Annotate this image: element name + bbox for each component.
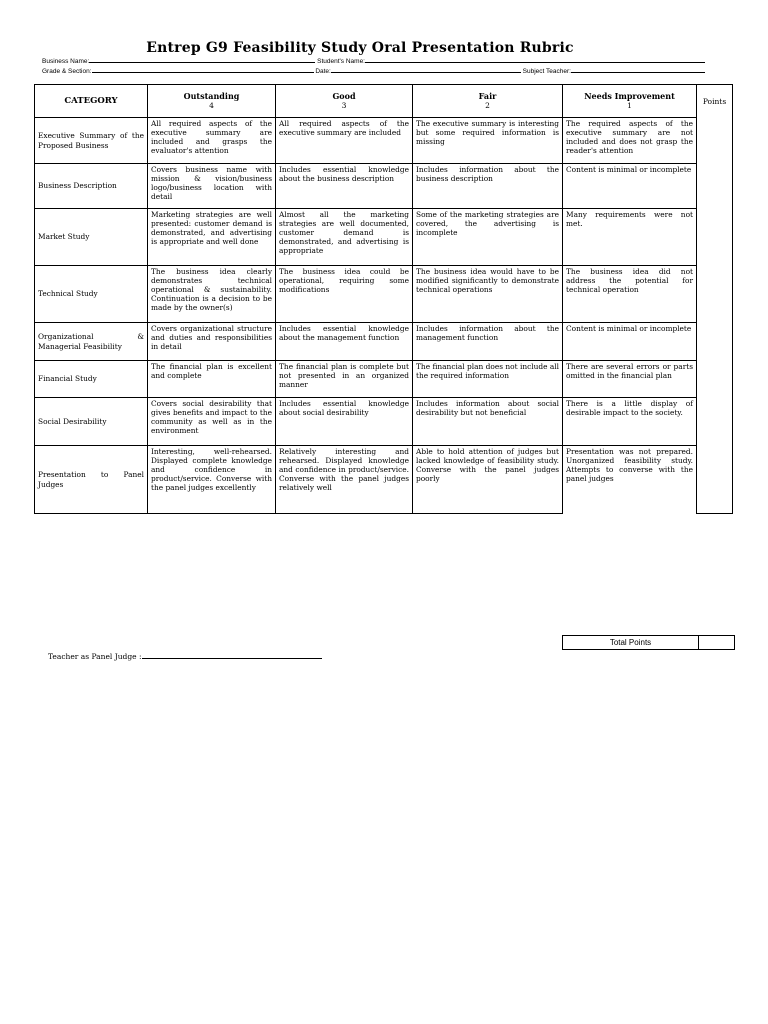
- category-cell: Organizational & Managerial Feasibility: [35, 323, 148, 361]
- total-points-value-field[interactable]: [699, 636, 734, 649]
- points-column: [697, 85, 733, 514]
- table-row: [35, 446, 733, 514]
- outstanding-score: 4: [209, 101, 214, 111]
- category-header: CATEGORY: [35, 85, 148, 118]
- outstanding-cell: All required aspects of the executive summary are included and grasps the evaluator's attention: [148, 118, 276, 164]
- subject-teacher-label: Subject Teacher:: [522, 68, 571, 75]
- grade-section-label: Grade & Section:: [42, 68, 92, 75]
- rubric-title: Entrep G9 Feasibility Study Oral Presentation Rubric: [146, 40, 574, 56]
- good-cell: All required aspects of the executive summary are included: [276, 118, 413, 164]
- good-cell: The financial plan is complete but not presented in an organized manner: [276, 361, 413, 398]
- good-header: [276, 85, 413, 118]
- category-cell: Presentation to Panel Judges: [35, 446, 148, 514]
- outstanding-label: Outstanding: [183, 90, 240, 101]
- good-cell: Includes essential knowledge about social desirability: [276, 398, 413, 446]
- subject-teacher-field[interactable]: [571, 66, 705, 73]
- needs-improvement-cell: There is a little display of desirable impact to the society.: [563, 398, 697, 446]
- fair-header: [413, 85, 563, 118]
- category-cell: Financial Study: [35, 361, 148, 398]
- fair-cell: The business idea would have to be modified significantly to demonstrate technical operations: [413, 266, 563, 323]
- fair-score: 2: [485, 101, 490, 111]
- table-row: [35, 164, 733, 209]
- outstanding-cell: Covers social desirability that gives benefits and impact to the community as well as in the environment: [148, 398, 276, 446]
- needs-improvement-cell: Content is minimal or incomplete: [563, 323, 697, 361]
- table-row: [35, 266, 733, 323]
- date-label: Date:: [315, 68, 331, 75]
- good-cell: Includes essential knowledge about the business description: [276, 164, 413, 209]
- fair-cell: The financial plan does not include all the required information: [413, 361, 563, 398]
- needs-improvement-cell: Content is minimal or incomplete: [563, 164, 697, 209]
- category-cell: Executive Summary of the Proposed Business: [35, 118, 148, 164]
- good-label: Good: [332, 90, 356, 101]
- fair-cell: Includes information about the business description: [413, 164, 563, 209]
- fair-cell: Includes information about the management function: [413, 323, 563, 361]
- category-cell: Social Desirability: [35, 398, 148, 446]
- total-points-box: [562, 635, 735, 650]
- grade-info-line: [42, 66, 705, 75]
- date-field[interactable]: [331, 66, 521, 73]
- teacher-judge-line: [48, 651, 322, 661]
- good-cell: Almost all the marketing strategies are well documented, customer demand is demonstrated, and advertising is appropriate: [276, 209, 413, 266]
- needs-improvement-cell: There are several errors or parts omitted in the financial plan: [563, 361, 697, 398]
- teacher-judge-signature-field[interactable]: [142, 651, 322, 659]
- good-score: 3: [341, 101, 347, 111]
- category-cell: Market Study: [35, 209, 148, 266]
- needs-improvement-cell: Many requirements were not met.: [563, 209, 697, 266]
- header-row: [35, 85, 733, 118]
- needs-improvement-cell: Presentation was not prepared. Unorganized feasibility study. Attempts to converse with the panel judges: [563, 446, 697, 514]
- fair-cell: Includes information about social desirability but not beneficial: [413, 398, 563, 446]
- needs-improvement-header: [563, 85, 697, 118]
- business-name-label: Business Name:: [42, 58, 90, 65]
- fair-cell: Able to hold attention of judges but lacked knowledge of feasibility study. Converse with the panel judges poorly: [413, 446, 563, 514]
- business-info-line: [42, 56, 705, 65]
- rubric-table: [34, 84, 733, 514]
- total-points-label: Total Points: [563, 636, 699, 649]
- needs-improvement-cell: The required aspects of the executive summary are not included and does not grasp the reader's attention: [563, 118, 697, 164]
- needs-improvement-label: Needs Improvement: [584, 90, 675, 101]
- outstanding-cell: Interesting, well-rehearsed. Displayed complete knowledge and confidence in product/service. Converse with the panel judges excellently: [148, 446, 276, 514]
- category-cell: Business Description: [35, 164, 148, 209]
- outstanding-cell: Marketing strategies are well presented: customer demand is demonstrated, and advertising is appropriate and well done: [148, 209, 276, 266]
- table-row: [35, 323, 733, 361]
- table-row: [35, 361, 733, 398]
- outstanding-cell: Covers organizational structure and duties and responsibilities in detail: [148, 323, 276, 361]
- outstanding-header: [148, 85, 276, 118]
- outstanding-cell: Covers business name with mission & vision/business logo/business location with detail: [148, 164, 276, 209]
- outstanding-cell: The financial plan is excellent and complete: [148, 361, 276, 398]
- students-name-label: Student's Name:: [317, 58, 365, 65]
- outstanding-cell: The business idea clearly demonstrates technical operational & sustainability. Continuation is a decision to be made by the owner(s): [148, 266, 276, 323]
- table-row: [35, 209, 733, 266]
- fair-label: Fair: [478, 90, 497, 101]
- business-name-field[interactable]: [89, 56, 315, 63]
- good-cell: Includes essential knowledge about the management function: [276, 323, 413, 361]
- points-header: Points: [702, 97, 727, 106]
- needs-improvement-score: 1: [627, 101, 632, 111]
- fair-cell: Some of the marketing strategies are covered, the advertising is incomplete: [413, 209, 563, 266]
- grade-section-field[interactable]: [92, 66, 314, 73]
- good-cell: The business idea could be operational, requiring some modifications: [276, 266, 413, 323]
- good-cell: Relatively interesting and rehearsed. Displayed knowledge and confidence in product/service. Converse with the panel judges relatively well: [276, 446, 413, 514]
- teacher-judge-label: Teacher as Panel Judge :: [48, 652, 142, 661]
- table-row: [35, 398, 733, 446]
- needs-improvement-cell: The business idea did not address the potential for technical operation: [563, 266, 697, 323]
- category-cell: Technical Study: [35, 266, 148, 323]
- table-row: [35, 118, 733, 164]
- fair-cell: The executive summary is interesting but some required information is missing: [413, 118, 563, 164]
- students-name-field[interactable]: [365, 56, 705, 63]
